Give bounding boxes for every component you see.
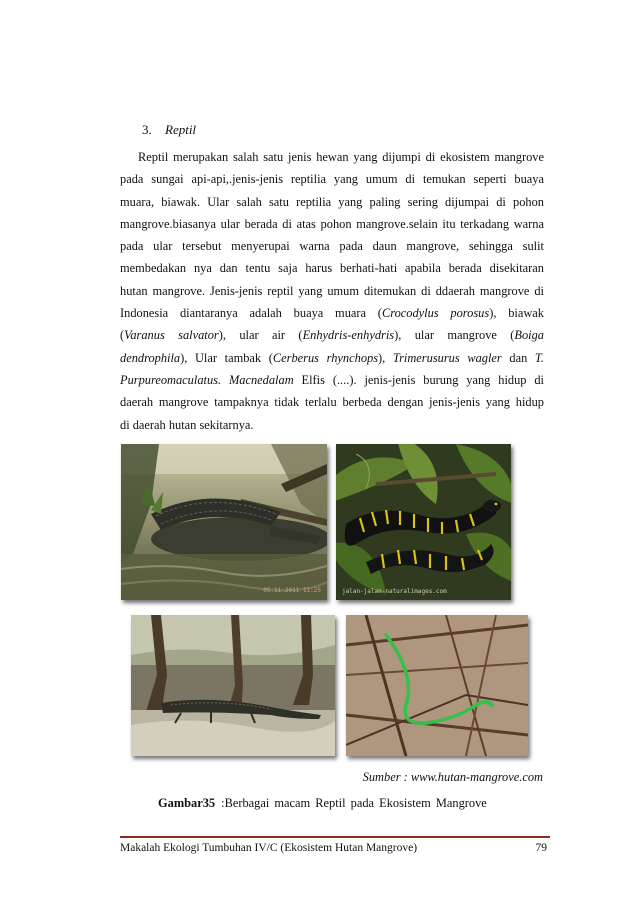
species-name: Crocodylus porosus [381,306,490,321]
figure-caption [158,796,487,811]
paragraph-line: hutan mangrove. Jenis-jenis reptil yang umum ditemukan di ddaerah mangrove di [120,283,544,298]
paragraph-line [120,324,544,346]
species-name: Varanus salvator [124,328,219,343]
photo-watermark: jalan-jalan-naturalimages.com [342,588,447,595]
crocodile-photo [121,444,327,600]
section-title: Reptil [165,122,197,137]
species-name: Purpureomaculatus. Macnedalam [120,372,294,387]
paragraph-line [120,347,544,369]
mangrove-snake-photo [336,444,511,600]
text-run: Elfis (....). jenis-jenis burung yang hidup di [293,372,544,387]
paragraph-line [120,369,544,391]
body-paragraph [120,146,544,436]
text-run: Indonesia diantaranya adalah buaya muara ( [120,306,382,321]
text-run: ), ular mangrove ( [394,328,515,343]
footer-divider [120,836,550,838]
species-name: dendrophila [120,350,181,365]
text-run: dan [501,350,535,365]
text-run: ), ular air ( [218,328,303,343]
paragraph-line: Reptil merupakan salah satu jenis hewan yang dijumpi di ekosistem mangrove [138,150,544,164]
paragraph-line: mangrove.biasanya ular berada di atas pohon mangrove.selain itu terkadang warna [120,216,544,231]
monitor-lizard-photo [131,615,335,756]
paragraph-line: di daerah hutan sekitarnya. [120,417,254,432]
paragraph-line: membedakan nya dan tentu saja harus berhati-hati apabila berada disekitaran [120,261,544,276]
green-snake-photo [346,615,528,756]
figure-caption-text: :Berbagai macam Reptil pada Ekosistem Mangrove [221,796,487,810]
paragraph-line: pada ular tersebut menyerupai warna pada daun mangrove, sehingga sulit [120,239,544,254]
text-run: ), biawak [489,306,545,321]
photo-timestamp: 05.11.2011 11:25 [263,587,321,594]
page-number: 79 [535,842,547,854]
mangrove-snake-image [336,444,511,600]
figure-label: Gambar35 [158,796,216,810]
species-name: Cerberus rhynchops [272,350,379,365]
text-run: ( [120,328,125,343]
monitor-lizard-image [131,615,335,756]
footer-title: Makalah Ekologi Tumbuhan IV/C (Ekosistem Hutan Mangrove) [120,842,418,854]
species-name: T. [534,350,544,365]
paragraph-line [120,302,544,324]
paragraph-line: muara, biawak. Ular salah satu reptilia yang paling sering dijumpai di pohon [120,194,544,209]
image-source: Sumber : www.hutan-mangrove.com [362,770,543,784]
crocodile-image [121,444,327,600]
section-heading [142,122,196,138]
green-snake-image [346,615,528,756]
paragraph-line: pada sungai api-api,.jenis-jenis reptilia yang umum di temukan seperti buaya [120,172,544,187]
section-number: 3. [142,122,152,137]
species-name: Boiga [514,328,544,343]
species-name: Enhydris-enhydris [302,328,395,343]
species-name: Trimerusurus wagler [392,350,502,365]
text-run: ), Ular tambak ( [180,350,273,365]
paragraph-line: daerah mangrove tampaknya tidak terlalu berbeda dengan jenis-jenis yang hidup [120,395,544,410]
text-run: ), [378,350,393,365]
